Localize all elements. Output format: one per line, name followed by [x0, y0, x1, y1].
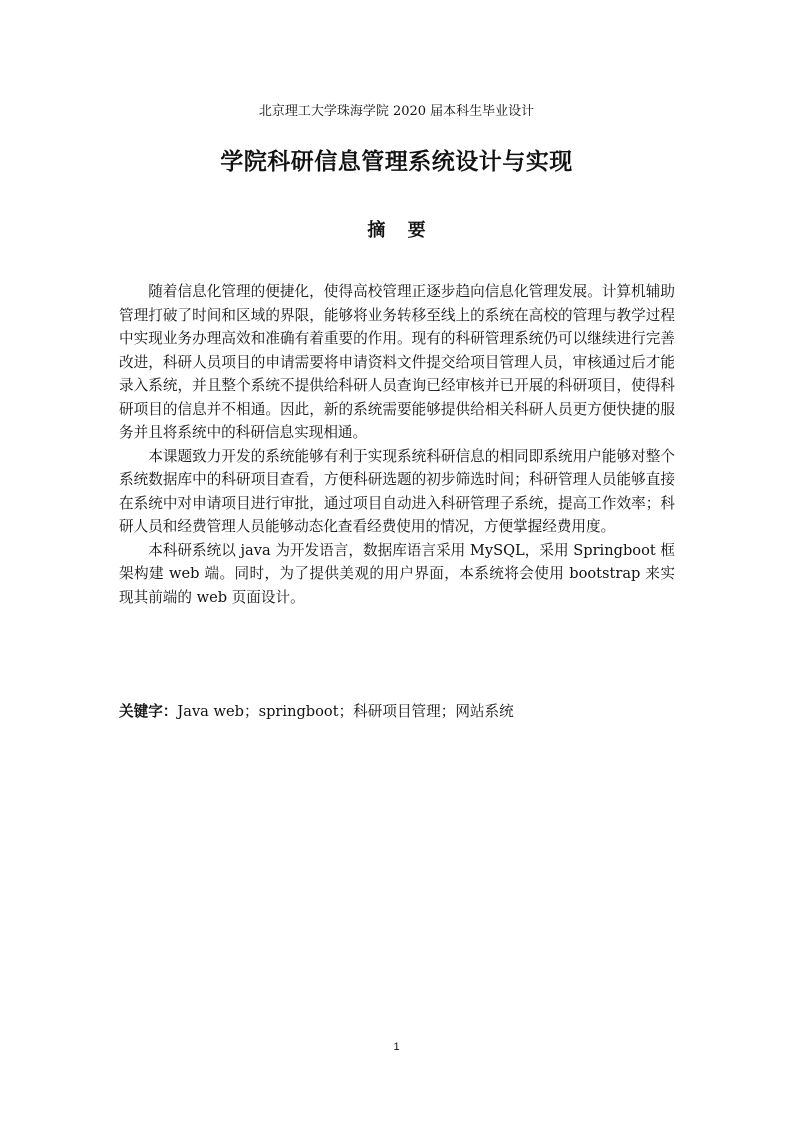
abstract-paragraph-3: 本科研系统以 java 为开发语言，数据库语言采用 MySQL，采用 Springboot 框架构建 web 端。同时，为了提供美观的用户界面，本系统将会使用 bootstrap 来实现其前端的 web 页面设计。: [119, 541, 675, 606]
keywords-label: 关键字：: [119, 703, 178, 720]
abstract-body: [119, 280, 675, 609]
page-number: 1: [393, 1041, 400, 1053]
abstract-heading: 摘 要: [367, 220, 434, 241]
keywords-line: [119, 700, 675, 724]
thesis-title: 学院科研信息管理系统设计与实现: [220, 149, 573, 175]
abstract-paragraph-1: 随着信息化管理的便捷化，使得高校管理正逐步趋向信息化管理发展。计算机辅助管理打破了时间和区域的界限，能够将业务转移至线上的系统在高校的管理与教学过程中实现业务办理高效和准确有着重要的作用。现有的科研管理系统仍可以继续进行完善改进，科研人员项目的申请需要将申请资料文件提交给项目管理人员，审核通过后才能录入系统，并且整个系统不提供给科研人员查询已经审核并已开展的科研项目，使得科研项目的信息并不相通。因此，新的系统需要能够提供给相关科研人员更方便快捷的服务并且将系统中的科研信息实现相通。: [119, 283, 675, 441]
keywords-text: Java web；springboot；科研项目管理；网站系统: [177, 703, 514, 720]
abstract-paragraph-2: 本课题致力开发的系统能够有利于实现系统科研信息的相同即系统用户能够对整个系统数据库中的科研项目查看，方便科研选题的初步筛选时间；科研管理人员能够直接在系统中对申请项目进行审批，通过项目自动进入科研管理子系统，提高工作效率；科研人员和经费管理人员能够动态化查看经费使用的情况，方便掌握经费用度。: [119, 447, 675, 535]
thesis-header: 北京理工大学珠海学院 2020 届本科生毕业设计: [258, 104, 535, 119]
